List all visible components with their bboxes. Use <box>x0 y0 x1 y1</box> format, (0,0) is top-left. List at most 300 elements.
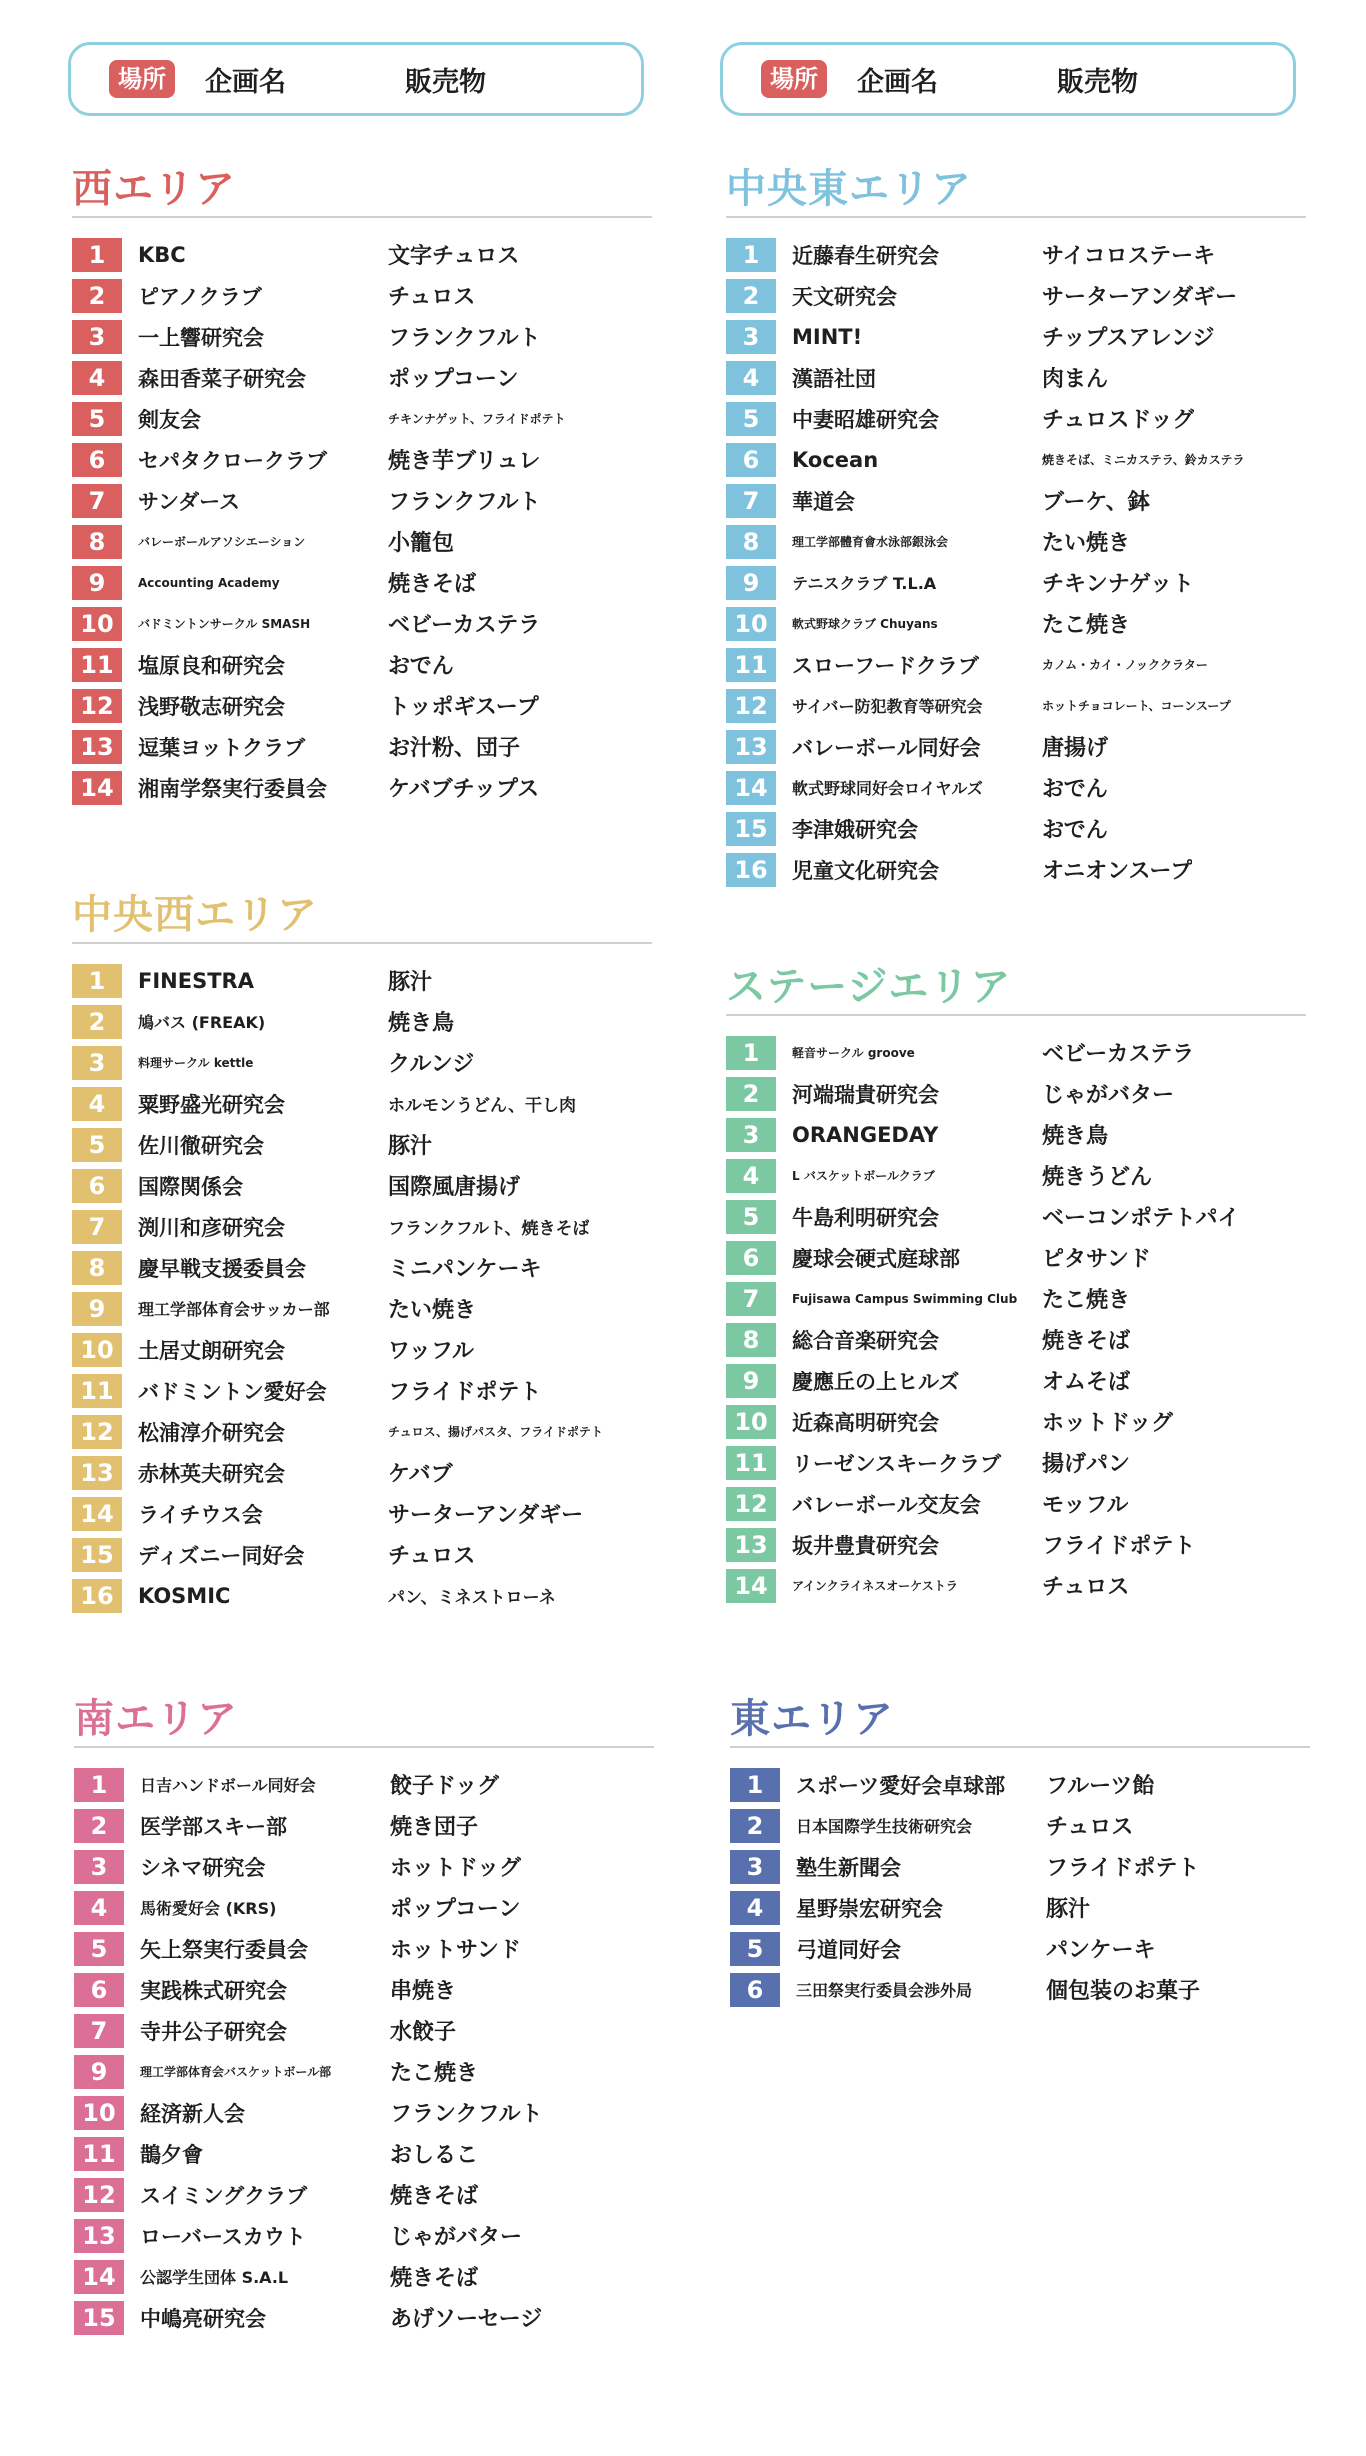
project-name: 軽音サークル groove <box>792 1046 915 1060</box>
booth-number-badge: 7 <box>726 484 776 518</box>
project-name: 医学部スキー部 <box>140 1814 287 1839</box>
booth-row <box>72 1575 652 1616</box>
section-title: ステージエリア <box>726 964 1306 1016</box>
booth-row <box>726 1073 1306 1114</box>
booth-number-badge: 5 <box>730 1932 780 1966</box>
booth-number-badge: 7 <box>72 1210 122 1244</box>
booth-number-badge: 2 <box>72 1005 122 1039</box>
product-name: ポップコーン <box>388 367 519 392</box>
product-name: トッポギスープ <box>388 695 539 720</box>
section-title: 南エリア <box>74 1696 654 1748</box>
booth-row <box>726 234 1306 275</box>
project-name: 理工学部體育會水泳部銀泳会 <box>792 535 949 549</box>
booth-row <box>726 1032 1306 1073</box>
booth-row <box>74 1928 654 1969</box>
product-name: 豚汁 <box>388 970 433 995</box>
section-south <box>74 1696 654 2338</box>
project-name: 粟野盛光研究会 <box>138 1092 285 1117</box>
product-name: ピタサンド <box>1042 1247 1151 1272</box>
booth-number-badge: 13 <box>72 1456 122 1490</box>
product-name: 個包装のお菓子 <box>1046 1979 1201 2004</box>
booth-row <box>726 1319 1306 1360</box>
product-name: オムそば <box>1042 1370 1131 1395</box>
booth-row <box>72 1124 652 1165</box>
booth-number-badge: 3 <box>726 320 776 354</box>
booth-row <box>72 357 652 398</box>
booth-row <box>726 316 1306 357</box>
booth-row <box>726 1483 1306 1524</box>
booth-row <box>726 1155 1306 1196</box>
booth-number-badge: 7 <box>72 484 122 518</box>
project-name: Accounting Academy <box>138 575 280 590</box>
project-name: L バスケットボールクラブ <box>792 1169 935 1183</box>
booth-row <box>730 1764 1310 1805</box>
booth-number-badge: 1 <box>726 238 776 272</box>
project-name: シネマ研究会 <box>140 1855 266 1880</box>
booth-number-badge: 12 <box>72 689 122 723</box>
booth-row <box>72 1247 652 1288</box>
booth-number-badge: 6 <box>726 443 776 477</box>
booth-row <box>72 1001 652 1042</box>
booth-list <box>72 960 652 1616</box>
product-name: 焼き芋ブリュレ <box>388 449 541 474</box>
booth-row <box>74 2051 654 2092</box>
project-name: 理工学部体育会サッカー部 <box>138 1300 330 1319</box>
project-name: ディズニー同好会 <box>138 1543 305 1568</box>
booth-number-badge: 4 <box>726 361 776 395</box>
booth-number-badge: 14 <box>72 1497 122 1531</box>
booth-number-badge: 6 <box>730 1973 780 2007</box>
legend-location-tag: 場所 <box>761 60 827 98</box>
project-name: 星野崇宏研究会 <box>796 1896 943 1921</box>
project-name: スイミングクラブ <box>140 2183 308 2208</box>
product-name: ブーケ、鉢 <box>1042 490 1150 515</box>
product-name: ミニパンケーキ <box>388 1257 542 1282</box>
booth-number-badge: 1 <box>72 238 122 272</box>
booth-row <box>74 2133 654 2174</box>
booth-list <box>726 1032 1306 1606</box>
booth-number-badge: 10 <box>726 1405 776 1439</box>
booth-number-badge: 8 <box>726 1323 776 1357</box>
booth-number-badge: 6 <box>72 1169 122 1203</box>
product-name: 餃子ドッグ <box>390 1774 500 1799</box>
product-name: たこ焼き <box>390 2061 479 2086</box>
booth-number-badge: 6 <box>74 1973 124 2007</box>
legend-right <box>720 42 1296 116</box>
booth-number-badge: 6 <box>726 1241 776 1275</box>
product-name: 焼きそば、ミニカステラ、鈴カステラ <box>1042 453 1245 467</box>
booth-row <box>74 2256 654 2297</box>
project-name: アインクライネスオーケストラ <box>792 1579 958 1593</box>
booth-row <box>72 767 652 808</box>
product-name: フライドポテト <box>1042 1534 1196 1559</box>
project-name: 河端瑞貴研究会 <box>792 1082 939 1107</box>
project-name: KBC <box>138 242 186 267</box>
section-west <box>72 166 652 808</box>
product-name: フライドポテト <box>388 1380 542 1405</box>
booth-number-badge: 5 <box>726 1200 776 1234</box>
product-name: サーターアンダギー <box>1042 285 1238 310</box>
product-name: フルーツ飴 <box>1046 1774 1155 1799</box>
booth-row <box>72 1083 652 1124</box>
product-name: 文字チュロス <box>388 244 520 269</box>
project-name: 慶早戦支援委員会 <box>138 1256 306 1281</box>
booth-row <box>730 1969 1310 2010</box>
booth-list <box>74 1764 654 2338</box>
booth-number-badge: 8 <box>72 1251 122 1285</box>
project-name: 逗葉ヨットクラブ <box>138 735 306 760</box>
product-name: フランクフルト <box>388 326 541 351</box>
booth-row <box>726 1196 1306 1237</box>
product-name: 焼きそば <box>390 2184 479 2209</box>
project-name: 総合音楽研究会 <box>792 1328 939 1353</box>
project-name: 経済新人会 <box>140 2101 245 2126</box>
booth-row <box>726 726 1306 767</box>
product-name: クルンジ <box>388 1052 475 1077</box>
booth-number-badge: 2 <box>72 279 122 313</box>
product-name: 焼きうどん <box>1042 1165 1153 1190</box>
product-name: 焼き鳥 <box>388 1011 455 1036</box>
booth-number-badge: 3 <box>74 1850 124 1884</box>
booth-row <box>72 603 652 644</box>
project-name: バレーボール同好会 <box>792 735 981 760</box>
booth-row <box>72 439 652 480</box>
product-name: 焼きそば <box>1042 1329 1131 1354</box>
project-name: 松浦淳介研究会 <box>138 1420 285 1445</box>
booth-row <box>72 521 652 562</box>
booth-number-badge: 12 <box>72 1415 122 1449</box>
booth-row <box>726 1360 1306 1401</box>
booth-row <box>730 1887 1310 1928</box>
booth-number-badge: 13 <box>726 1528 776 1562</box>
project-name: 児童文化研究会 <box>792 858 939 883</box>
product-name: ホルモンうどん、干し肉 <box>388 1096 577 1116</box>
product-name: パンケーキ <box>1046 1938 1156 1963</box>
booth-number-badge: 10 <box>726 607 776 641</box>
booth-number-badge: 16 <box>726 853 776 887</box>
project-name: リーゼンスキークラブ <box>792 1451 1001 1476</box>
product-name: 豚汁 <box>1046 1897 1091 1922</box>
booth-row <box>726 1237 1306 1278</box>
project-name: 近藤春生研究会 <box>792 243 939 268</box>
project-name: Kocean <box>792 447 879 472</box>
booth-number-badge: 12 <box>726 1487 776 1521</box>
project-name: スポーツ愛好会卓球部 <box>796 1773 1006 1798</box>
project-name: 赤林英夫研究会 <box>138 1461 285 1486</box>
booth-row <box>74 1887 654 1928</box>
product-name: フランクフルト、焼きそば <box>388 1219 590 1239</box>
project-name: 近森高明研究会 <box>792 1410 939 1435</box>
booth-row <box>72 1493 652 1534</box>
product-name: チュロスドッグ <box>1042 408 1195 433</box>
booth-row <box>726 275 1306 316</box>
project-name: 李津娥研究会 <box>792 817 918 842</box>
product-name: サーターアンダギー <box>388 1503 584 1528</box>
booth-row <box>72 234 652 275</box>
project-name: 慶應丘の上ヒルズ <box>792 1369 960 1394</box>
legend-location-tag: 場所 <box>109 60 175 98</box>
project-name: 日本国際学生技術研究会 <box>796 1817 973 1836</box>
project-name: 漢語社団 <box>792 366 876 391</box>
booth-number-badge: 15 <box>74 2301 124 2335</box>
product-name: たい焼き <box>1042 531 1131 556</box>
booth-number-badge: 5 <box>72 1128 122 1162</box>
product-name: 串焼き <box>390 1979 457 2004</box>
project-name: 浅野敬志研究会 <box>138 694 285 719</box>
section-title: 西エリア <box>72 166 652 218</box>
project-name: KOSMIC <box>138 1583 231 1608</box>
booth-row <box>726 1442 1306 1483</box>
product-name: ケバブ <box>388 1462 453 1487</box>
product-name: 豚汁 <box>388 1134 433 1159</box>
booth-number-badge: 14 <box>726 1569 776 1603</box>
product-name: 焼きそば <box>388 572 477 597</box>
booth-number-badge: 3 <box>726 1118 776 1152</box>
booth-number-badge: 4 <box>730 1891 780 1925</box>
project-name: 国際関係会 <box>138 1174 243 1199</box>
section-title: 中央東エリア <box>726 166 1306 218</box>
booth-row <box>726 1401 1306 1442</box>
booth-row <box>726 357 1306 398</box>
booth-number-badge: 1 <box>726 1036 776 1070</box>
legend-left <box>68 42 644 116</box>
booth-row <box>72 1329 652 1370</box>
project-name: 中嶋亮研究会 <box>140 2306 266 2331</box>
booth-number-badge: 12 <box>726 689 776 723</box>
project-name: 牛島利明研究会 <box>792 1205 939 1230</box>
legend-product-label: 販売物 <box>1057 66 1138 98</box>
product-name: ホットサンド <box>390 1938 521 1963</box>
product-name: お汁粉、団子 <box>388 736 521 761</box>
project-name: ローバースカウト <box>140 2224 306 2249</box>
project-name: 一上響研究会 <box>138 325 264 350</box>
booth-row <box>726 685 1306 726</box>
product-name: チップスアレンジ <box>1042 326 1215 351</box>
project-name: 馬術愛好会 (KRS) <box>140 1899 277 1918</box>
booth-row <box>726 603 1306 644</box>
booth-row <box>72 960 652 1001</box>
legend-project-name-label: 企画名 <box>205 66 286 98</box>
project-name: 日吉ハンドボール同好会 <box>140 1776 316 1795</box>
booth-row <box>726 1114 1306 1155</box>
product-name: チュロス <box>388 1544 476 1569</box>
product-name: 揚げパン <box>1042 1452 1131 1477</box>
booth-number-badge: 14 <box>726 771 776 805</box>
booth-row <box>726 1278 1306 1319</box>
product-name: チュロス、揚げパスタ、フライドポテト <box>388 1425 603 1439</box>
project-name: スローフードクラブ <box>792 653 979 678</box>
booth-number-badge: 10 <box>72 607 122 641</box>
project-name: 中妻昭雄研究会 <box>792 407 939 432</box>
booth-number-badge: 7 <box>726 1282 776 1316</box>
product-name: ケバブチップス <box>388 777 540 802</box>
section-east <box>730 1696 1310 2010</box>
product-name: チキンナゲット <box>1042 572 1195 597</box>
project-name: MINT! <box>792 324 863 349</box>
booth-number-badge: 2 <box>74 1809 124 1843</box>
booth-number-badge: 12 <box>74 2178 124 2212</box>
product-name: おでん <box>1042 818 1108 843</box>
project-name: 渕川和彦研究会 <box>138 1215 285 1240</box>
product-name: 水餃子 <box>390 2020 457 2045</box>
booth-number-badge: 10 <box>72 1333 122 1367</box>
project-name: 華道会 <box>792 489 855 514</box>
product-name: ポップコーン <box>390 1897 521 1922</box>
booth-row <box>726 808 1306 849</box>
booth-number-badge: 9 <box>726 1364 776 1398</box>
project-name: 実践株式研究会 <box>140 1978 287 2003</box>
booth-row <box>72 644 652 685</box>
product-name: ホットチョコレート、コーンスープ <box>1042 699 1231 713</box>
booth-row <box>72 1165 652 1206</box>
legend-project-name-label: 企画名 <box>857 66 938 98</box>
project-name: 公認学生団体 S.A.L <box>140 2268 289 2287</box>
project-name: 軟式野球同好会ロイヤルズ <box>792 779 983 798</box>
product-name: ベビーカステラ <box>388 613 541 638</box>
product-name: じゃがバター <box>1042 1083 1175 1108</box>
product-name: 焼き鳥 <box>1042 1124 1109 1149</box>
project-name: バドミントンサークル SMASH <box>138 617 311 631</box>
project-name: バレーボール交友会 <box>792 1492 981 1517</box>
booth-row <box>72 685 652 726</box>
booth-list <box>726 234 1306 890</box>
booth-number-badge: 3 <box>72 320 122 354</box>
booth-number-badge: 9 <box>74 2055 124 2089</box>
booth-row <box>74 2297 654 2338</box>
project-name: 剣友会 <box>138 407 201 432</box>
project-name: 塩原良和研究会 <box>138 653 285 678</box>
booth-row <box>726 439 1306 480</box>
product-name: サイコロステーキ <box>1042 244 1216 269</box>
project-name: ORANGEDAY <box>792 1122 939 1147</box>
product-name: フランクフルト <box>388 490 541 515</box>
booth-row <box>72 1206 652 1247</box>
booth-list <box>72 234 652 808</box>
project-name: 湘南学祭実行委員会 <box>138 776 327 801</box>
section-title: 中央西エリア <box>72 892 652 944</box>
project-name: 三田祭実行委員会渉外局 <box>796 1981 973 2000</box>
booth-row <box>726 1565 1306 1606</box>
booth-number-badge: 5 <box>74 1932 124 1966</box>
project-name: 天文研究会 <box>792 284 897 309</box>
product-name: モッフル <box>1042 1493 1129 1518</box>
booth-row <box>726 398 1306 439</box>
project-name: 塾生新聞会 <box>796 1855 901 1880</box>
booth-number-badge: 16 <box>72 1579 122 1613</box>
project-name: 森田香菜子研究会 <box>138 366 306 391</box>
booth-row <box>72 480 652 521</box>
booth-row <box>72 1452 652 1493</box>
booth-number-badge: 1 <box>730 1768 780 1802</box>
booth-row <box>74 2174 654 2215</box>
product-name: おでん <box>1042 777 1108 802</box>
product-name: 肉まん <box>1042 367 1109 392</box>
booth-number-badge: 11 <box>74 2137 124 2171</box>
booth-row <box>730 1928 1310 1969</box>
booth-number-badge: 15 <box>72 1538 122 1572</box>
project-name: 弓道同好会 <box>796 1937 901 1962</box>
project-name: 土居丈朗研究会 <box>138 1338 285 1363</box>
section-stage <box>726 964 1306 1606</box>
booth-row <box>74 2215 654 2256</box>
booth-number-badge: 13 <box>726 730 776 764</box>
product-name: ワッフル <box>388 1339 475 1364</box>
booth-row <box>74 2010 654 2051</box>
booth-number-badge: 4 <box>72 361 122 395</box>
booth-number-badge: 8 <box>72 525 122 559</box>
booth-number-badge: 14 <box>74 2260 124 2294</box>
product-name: ホットドッグ <box>1042 1411 1174 1436</box>
booth-list <box>730 1764 1310 2010</box>
product-name: 国際風唐揚げ <box>388 1175 521 1200</box>
booth-row <box>72 316 652 357</box>
section-title: 東エリア <box>730 1696 1310 1748</box>
project-name: サイバー防犯教育等研究会 <box>792 697 983 716</box>
product-name: フランクフルト <box>390 2102 543 2127</box>
booth-number-badge: 15 <box>726 812 776 846</box>
booth-number-badge: 2 <box>726 1077 776 1111</box>
project-name: ライチウス会 <box>138 1502 263 1527</box>
product-name: 唐揚げ <box>1042 736 1109 761</box>
booth-row <box>72 562 652 603</box>
project-name: 寺井公子研究会 <box>140 2019 287 2044</box>
project-name: バレーボールアソシエーション <box>138 535 306 549</box>
booth-row <box>726 521 1306 562</box>
booth-number-badge: 8 <box>726 525 776 559</box>
booth-number-badge: 7 <box>74 2014 124 2048</box>
project-name: 坂井豊貴研究会 <box>792 1533 939 1558</box>
legend-product-label: 販売物 <box>405 66 486 98</box>
booth-row <box>726 480 1306 521</box>
booth-number-badge: 14 <box>72 771 122 805</box>
project-name: サンダース <box>138 489 241 514</box>
booth-number-badge: 4 <box>74 1891 124 1925</box>
booth-row <box>72 1534 652 1575</box>
product-name: チュロス <box>1042 1575 1130 1600</box>
project-name: 軟式野球クラブ Chuyans <box>792 617 938 631</box>
booth-number-badge: 3 <box>72 1046 122 1080</box>
project-name: FINESTRA <box>138 968 254 993</box>
booth-row <box>72 1411 652 1452</box>
product-name: おでん <box>388 654 454 679</box>
booth-number-badge: 5 <box>726 402 776 436</box>
booth-number-badge: 11 <box>726 1446 776 1480</box>
product-name: たこ焼き <box>1042 613 1131 638</box>
booth-row <box>726 849 1306 890</box>
booth-number-badge: 13 <box>72 730 122 764</box>
booth-row <box>72 1370 652 1411</box>
booth-number-badge: 4 <box>726 1159 776 1193</box>
booth-number-badge: 11 <box>72 648 122 682</box>
booth-number-badge: 1 <box>74 1768 124 1802</box>
booth-number-badge: 11 <box>726 648 776 682</box>
product-name: パン、ミネストローネ <box>388 1588 556 1608</box>
product-name: チキンナゲット、フライドポテト <box>388 412 566 426</box>
product-name: ホットドッグ <box>390 1856 522 1881</box>
booth-number-badge: 5 <box>72 402 122 436</box>
booth-number-badge: 1 <box>72 964 122 998</box>
product-name: カノム・カイ・ノッククラター <box>1042 658 1208 672</box>
section-center-east <box>726 166 1306 890</box>
booth-row <box>72 726 652 767</box>
project-name: 慶球会硬式庭球部 <box>792 1246 960 1271</box>
project-name: 料理サークル kettle <box>138 1056 254 1070</box>
product-name: おしるこ <box>390 2143 479 2168</box>
product-name: たい焼き <box>388 1298 477 1323</box>
project-name: Fujisawa Campus Swimming Club <box>792 1291 1018 1306</box>
booth-row <box>730 1846 1310 1887</box>
booth-number-badge: 9 <box>72 566 122 600</box>
